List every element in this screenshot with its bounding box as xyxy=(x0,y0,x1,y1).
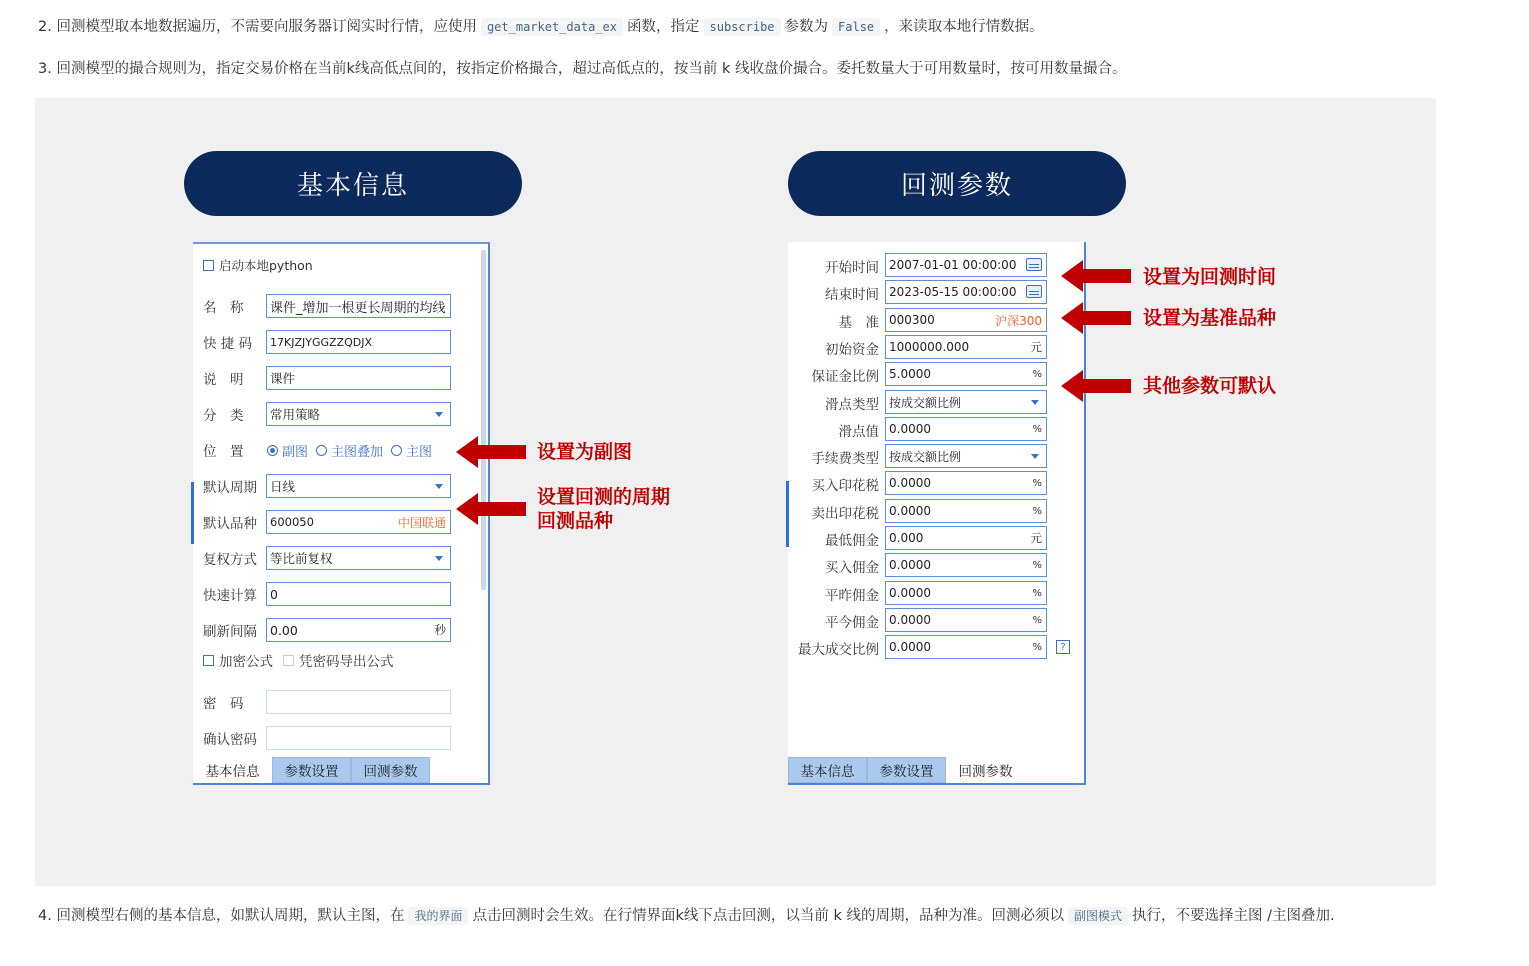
code-subscribe: subscribe xyxy=(704,18,781,36)
name-input[interactable]: 课件_增加一根更长周期的均线 xyxy=(266,294,451,318)
backtest-row-value: 5.0000 xyxy=(889,367,931,381)
calendar-icon[interactable] xyxy=(1026,258,1042,271)
backtest-row-unit: 元 xyxy=(1030,340,1042,354)
chevron-down-icon[interactable] xyxy=(1031,400,1039,405)
left-arrow-icon xyxy=(1061,370,1131,402)
backtest-row-input[interactable] xyxy=(885,471,1047,495)
backtest-row-label: 买入印花税 xyxy=(811,478,879,494)
p4-text-a: 4. 回测模型右侧的基本信息，如默认周期，默认主图，在 xyxy=(38,908,405,924)
export-label: 凭密码导出公式 xyxy=(299,654,394,670)
backtest-row-label: 滑点值 xyxy=(838,424,879,440)
backtest-row-unit: % xyxy=(1032,559,1042,571)
symbol-name: 中国联通 xyxy=(397,515,446,530)
paragraph-2 xyxy=(38,16,1044,38)
backtest-row-value: 2023-05-15 00:00:00 xyxy=(889,285,1017,299)
backtest-row-input[interactable] xyxy=(885,581,1047,605)
radio-main-chart[interactable] xyxy=(391,445,402,456)
backtest-row-input[interactable] xyxy=(885,526,1047,550)
backtest-row-unit: % xyxy=(1032,587,1042,599)
left-arrow-icon xyxy=(456,436,526,468)
adjust-value: 等比前复权 xyxy=(270,551,333,566)
callout-benchmark: 设置为基准品种 xyxy=(1143,307,1277,329)
backtest-params-title: 回测参数 xyxy=(788,151,1126,216)
backtest-row-value: 0.000 xyxy=(889,531,924,545)
backtest-row-label: 滑点类型 xyxy=(825,397,879,413)
left-arrow-icon xyxy=(456,493,526,525)
refresh-unit: 秒 xyxy=(434,623,446,637)
backtest-row-label: 最大成交比例 xyxy=(798,642,879,658)
tab-basic-info[interactable]: 基本信息 xyxy=(788,757,867,783)
desc-input[interactable]: 课件 xyxy=(266,366,451,390)
p4-text-c: 执行，不要选择主图 /主图叠加. xyxy=(1132,908,1335,924)
backtest-row-unit: % xyxy=(1032,368,1042,380)
position-radio-group xyxy=(267,438,440,462)
backtest-row-unit: 元 xyxy=(1030,531,1042,545)
symbol-input[interactable] xyxy=(266,510,451,534)
radio-main-chart-label: 主图 xyxy=(406,444,433,460)
backtest-row-input[interactable] xyxy=(885,253,1047,277)
encrypt-label: 加密公式 xyxy=(219,654,273,670)
backtest-row-value: 1000000.000 xyxy=(889,340,970,354)
backtest-row-label: 初始资金 xyxy=(825,342,879,358)
backtest-row-value: 0.0000 xyxy=(889,613,931,627)
left-tab-bar xyxy=(193,757,430,783)
p2-text-b: 函数，指定 xyxy=(627,19,700,35)
callout-others: 其他参数可默认 xyxy=(1143,375,1277,397)
chevron-down-icon xyxy=(435,556,443,561)
desc-label: 说 明 xyxy=(203,372,244,388)
backtest-row-label: 保证金比例 xyxy=(811,369,879,385)
p2-text-a: 2. 回测模型取本地数据遍历，不需要向服务器订阅实时行情，应使用 xyxy=(38,19,477,35)
right-tab-bar xyxy=(788,757,1025,783)
category-value: 常用策略 xyxy=(270,407,321,422)
fast-calc-input[interactable]: 0 xyxy=(266,582,451,606)
category-select[interactable] xyxy=(266,402,451,426)
p2-text-c: 参数为 xyxy=(784,19,829,35)
paragraph-4 xyxy=(38,905,1335,927)
left-arrow-icon xyxy=(1061,302,1131,334)
confirm-password-label: 确认密码 xyxy=(203,732,257,748)
start-python-checkbox[interactable] xyxy=(203,260,214,271)
password-label: 密 码 xyxy=(203,696,244,712)
callout-period: 设置回测的周期 xyxy=(537,486,671,508)
paragraph-3: 3. 回测模型的撮合规则为，指定交易价格在当前k线高低点间的，按指定价格撮合，超过高低点的，按当前 k 线收盘价撮合。委托数量大于可用数量时，按可用数量撮合。 xyxy=(38,61,1127,77)
backtest-row-unit: 沪深300 xyxy=(995,313,1042,328)
radio-main-overlay-label: 主图叠加 xyxy=(331,444,384,460)
period-value: 日线 xyxy=(270,479,296,494)
name-label: 名 称 xyxy=(203,300,244,316)
callout-symbol: 回测品种 xyxy=(537,510,614,532)
basic-info-panel xyxy=(193,242,490,785)
code-my-interface: 我的界面 xyxy=(408,907,468,925)
tab-param-settings[interactable]: 参数设置 xyxy=(272,757,351,783)
backtest-row-unit: % xyxy=(1032,614,1042,626)
callout-sub-chart: 设置为副图 xyxy=(537,441,633,463)
backtest-row-value: 0.0000 xyxy=(889,586,931,600)
backtest-row-input[interactable] xyxy=(885,635,1047,659)
password-input[interactable] xyxy=(266,690,451,714)
backtest-row-value: 0.0000 xyxy=(889,422,931,436)
backtest-row-input[interactable] xyxy=(885,280,1047,304)
backtest-row-label: 买入佣金 xyxy=(825,560,879,576)
refresh-input[interactable] xyxy=(266,618,451,642)
chevron-down-icon xyxy=(435,412,443,417)
backtest-row-label: 最低佣金 xyxy=(825,533,879,549)
shortcode-label: 快 捷 码 xyxy=(203,336,253,352)
left-arrow-icon xyxy=(1061,260,1131,292)
backtest-row-unit: % xyxy=(1032,505,1042,517)
confirm-password-input[interactable] xyxy=(266,726,451,750)
adjust-label: 复权方式 xyxy=(203,552,257,568)
backtest-row-label: 开始时间 xyxy=(825,260,879,276)
start-python-label: 启动本地python xyxy=(219,258,313,273)
backtest-row-input[interactable] xyxy=(885,553,1047,577)
backtest-row-input[interactable] xyxy=(885,308,1047,332)
backtest-row-value: 2007-01-01 00:00:00 xyxy=(889,258,1017,272)
backtest-row-value: 按成交额比例 xyxy=(889,449,962,464)
code-false: False xyxy=(832,18,880,36)
symbol-code: 600050 xyxy=(270,515,314,529)
backtest-row-input[interactable] xyxy=(885,417,1047,441)
period-select[interactable] xyxy=(266,474,451,498)
help-icon[interactable]: ? xyxy=(1056,640,1070,654)
backtest-row-value: 0.0000 xyxy=(889,558,931,572)
encrypt-checkbox[interactable] xyxy=(203,655,214,666)
focus-marker xyxy=(786,481,789,547)
backtest-row-label: 平今佣金 xyxy=(825,615,879,631)
category-label: 分 类 xyxy=(203,408,244,424)
backtest-row-value: 000300 xyxy=(889,313,935,327)
backtest-row-label: 卖出印花税 xyxy=(811,506,879,522)
backtest-row-input[interactable] xyxy=(885,499,1047,523)
position-label: 位 置 xyxy=(203,444,244,460)
period-label: 默认周期 xyxy=(203,480,257,496)
code-sub-chart-mode: 副图模式 xyxy=(1068,907,1128,925)
backtest-params-panel xyxy=(788,242,1086,785)
basic-info-title: 基本信息 xyxy=(184,151,522,216)
backtest-row-value: 按成交额比例 xyxy=(889,395,962,410)
p4-text-b: 点击回测时会生效。在行情界面k线下点击回测，以当前 k 线的周期，品种为准。回测必须以 xyxy=(472,908,1064,924)
backtest-row-value: 0.0000 xyxy=(889,504,931,518)
chevron-down-icon[interactable] xyxy=(1031,454,1039,459)
backtest-row-input[interactable] xyxy=(885,608,1047,632)
backtest-row-value: 0.0000 xyxy=(889,640,931,654)
callout-backtest-time: 设置为回测时间 xyxy=(1143,266,1277,288)
backtest-row-input[interactable] xyxy=(885,390,1047,414)
tab-basic-info[interactable]: 基本信息 xyxy=(193,757,272,783)
backtest-row-value: 0.0000 xyxy=(889,476,931,490)
chevron-down-icon xyxy=(435,484,443,489)
refresh-value: 0.00 xyxy=(270,622,298,638)
scrollbar[interactable] xyxy=(481,250,486,590)
export-checkbox[interactable] xyxy=(283,655,294,666)
symbol-label: 默认品种 xyxy=(203,516,257,532)
radio-sub-chart-label: 副图 xyxy=(282,444,309,460)
backtest-row-input[interactable] xyxy=(885,444,1047,468)
adjust-select[interactable] xyxy=(266,546,451,570)
shortcode-input[interactable]: 17KJZJYGGZZQDJX xyxy=(266,330,451,354)
tab-backtest-params[interactable]: 回测参数 xyxy=(946,757,1025,783)
backtest-row-unit: % xyxy=(1032,423,1042,435)
backtest-row-label: 基 准 xyxy=(838,315,879,331)
tab-backtest-params[interactable]: 回测参数 xyxy=(351,757,430,783)
illustration-canvas xyxy=(35,98,1436,886)
refresh-label: 刷新间隔 xyxy=(203,624,257,640)
backtest-row-label: 手续费类型 xyxy=(811,451,879,467)
backtest-row-unit: % xyxy=(1032,641,1042,653)
fast-calc-label: 快速计算 xyxy=(203,588,257,604)
radio-main-overlay[interactable] xyxy=(316,445,327,456)
backtest-row-label: 平昨佣金 xyxy=(825,588,879,604)
backtest-row-input[interactable] xyxy=(885,335,1047,359)
p2-text-d: ，来读取本地行情数据。 xyxy=(884,19,1044,35)
focus-marker xyxy=(191,482,194,544)
code-get-market-data-ex: get_market_data_ex xyxy=(481,18,623,36)
backtest-row-label: 结束时间 xyxy=(825,287,879,303)
tab-param-settings[interactable]: 参数设置 xyxy=(867,757,946,783)
radio-sub-chart[interactable] xyxy=(267,445,278,456)
backtest-row-input[interactable] xyxy=(885,362,1047,386)
backtest-row-unit: % xyxy=(1032,477,1042,489)
calendar-icon[interactable] xyxy=(1026,285,1042,298)
